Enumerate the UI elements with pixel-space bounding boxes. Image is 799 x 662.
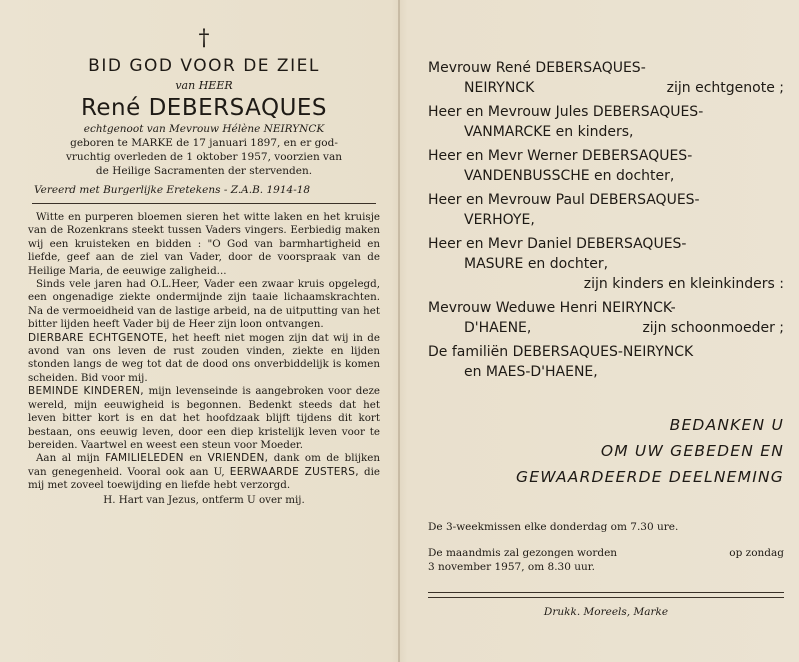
family-text: dank om de blijken van genegenheid. Vooral ook aan U,: [28, 452, 380, 478]
family-5: [428, 234, 784, 274]
family-1-role: zijn echtgenote ;: [666, 80, 784, 96]
children-role: zijn kinders en kleinkinders :: [583, 276, 784, 292]
prayer-headline: BID GOD VOOR DE ZIEL: [88, 56, 320, 76]
family-intro: Aan al mijn: [36, 452, 106, 465]
family-3-line1: Heer en Mevr Werner DEBERSAQUES-: [428, 148, 693, 164]
families-line: [428, 342, 784, 382]
family-2-line1: Heer en Mevrouw Jules DEBERSAQUES-: [428, 104, 704, 120]
spouse-text: het heeft niet mogen zijn dat wij in de avond van ons leven de rust zouden vinden, ziekte en lijden stonden langs de weg tot dat de dood ons onverbiddelijk is komen scheiden. Bid voor mij.: [28, 331, 380, 384]
family-3-line2: VANDENBUSSCHE en dochter,: [464, 168, 675, 184]
sisters-address: EERWAARDE ZUSTERS,: [229, 465, 359, 478]
family-1-name2: NEIRYNCK: [464, 80, 535, 96]
deceased-name: René DEBERSAQUES: [80, 95, 328, 121]
families-line1: De familiën DEBERSAQUES-NEIRYNCK: [428, 344, 694, 360]
family-address: FAMILIELEDEN: [105, 452, 184, 465]
note-monthly-a: De maandmis zal gezongen worden: [428, 547, 618, 559]
note-monthly-date: 3 november 1957, om 8.30 uur.: [428, 561, 595, 573]
thanks-line-3: GEWAARDEERDE DEELNEMING: [516, 468, 784, 486]
paragraph-illness: Sinds vele jaren had O.L.Heer, Vader een zwaar kruis opgelegd, een ongenadige ziekte ondermijnde zijn taaie lichaamskrachten. Na de vermoeidheid van de lastige arbeid, na de uitputting van het bitter lijden heeft Vader bij de Heer zijn loon ontvangen.: [28, 278, 380, 331]
thanks-line-1: BEDANKEN U: [669, 416, 784, 434]
paragraph-family: [28, 452, 380, 492]
thanks-block: [428, 412, 784, 490]
families-line2: en MAES-D'HAENE,: [464, 364, 598, 380]
paragraph-flowers: Witte en purperen bloemen sieren het witte laken en het kruisje van de Rozenkrans steekt tussen Vaders vingers. Eerbiedig maken wij een kruisteken en bidden : "O God van barmhartigheid en liefde, geef aan de ziel van Vader, door de voorspraak van de Heilige Maria, de eeuwige zaligheid...: [28, 211, 380, 277]
family-5-line2: MASURE en dochter,: [464, 256, 609, 272]
birth-line-2: vruchtig overleden de 1 oktober 1957, voorzien van: [65, 151, 343, 163]
friends-address: VRIENDEN,: [207, 452, 269, 465]
children-address: BEMINDE KINDEREN,: [28, 385, 144, 398]
note-weekly-mass: De 3-weekmissen elke donderdag om 7.30 ure.: [428, 521, 679, 533]
spouse-address: DIERBARE ECHTGENOTE,: [28, 331, 168, 344]
children-text: mijn levenseinde is aangebroken voor deze wereld, mijn eeuwigheid is begonnen. Bedenkt steeds dat het leven bitter kort is en dat het hoofdzaak blijft tijdens dit kort bestaan, ons eeuwig leven, door een diep kristelijk leven voor te bereiden. Vaartwel en weest een steun voor Moeder.: [28, 385, 380, 451]
family-4-line1: Heer en Mevrouw Paul DEBERSAQUES-: [428, 192, 700, 208]
mass-notes: [428, 520, 784, 574]
family-4-line2: VERHOYE,: [464, 212, 535, 228]
card-fold: [398, 0, 400, 662]
spouse-line: echtgenoot van Mevrouw Hélène NEIRYNCK: [83, 123, 325, 135]
mother-in-law-line1: Mevrouw Weduwe Henri NEIRYNCK-: [428, 300, 676, 316]
mother-in-law: [428, 298, 784, 338]
family-5-line1: Heer en Mevr Daniel DEBERSAQUES-: [428, 236, 687, 252]
thanks-line-2: OM UW GEBEDEN EN: [600, 442, 784, 460]
paragraph-children: [28, 385, 380, 452]
left-panel: [28, 22, 380, 507]
family-2: [428, 102, 784, 142]
birth-line-1: geboren te MARKE de 17 januari 1897, en er god-: [70, 137, 338, 149]
mother-in-law-name2: D'HAENE,: [464, 320, 532, 336]
family-1-line2: [428, 78, 784, 98]
family-1-line1: Mevrouw René DEBERSAQUES-: [428, 60, 646, 76]
family-mid: en: [183, 452, 208, 465]
family-4: [428, 190, 784, 230]
divider: [32, 203, 376, 204]
mother-in-law-line2: [428, 318, 784, 338]
note-monthly-mass: [428, 546, 784, 560]
note-monthly-b: op zondag: [729, 547, 784, 559]
cross-icon: †: [198, 26, 210, 51]
printer-credit: Drukk. Moreels, Marke: [543, 606, 669, 618]
double-rule: [428, 592, 784, 598]
birth-line-3: de Heilige Sacramenten der stervenden.: [95, 165, 313, 177]
right-panel: [428, 58, 784, 618]
decoration-line: Vereerd met Burgerlijke Eretekens - Z.A.B. 1914-18: [34, 184, 311, 196]
closing-prayer: H. Hart van Jezus, ontferm U over mij.: [103, 493, 305, 506]
paragraph-spouse: [28, 332, 380, 386]
family-1: [428, 58, 784, 98]
sisters-text: die mij met zoveel toewijding en liefde hebt verzorgd.: [28, 465, 380, 492]
family-2-line2: VANMARCKE en kinders,: [464, 124, 634, 140]
van-heer: van HEER: [175, 79, 233, 92]
mother-in-law-role: zijn schoonmoeder ;: [642, 320, 784, 336]
family-3: [428, 146, 784, 186]
